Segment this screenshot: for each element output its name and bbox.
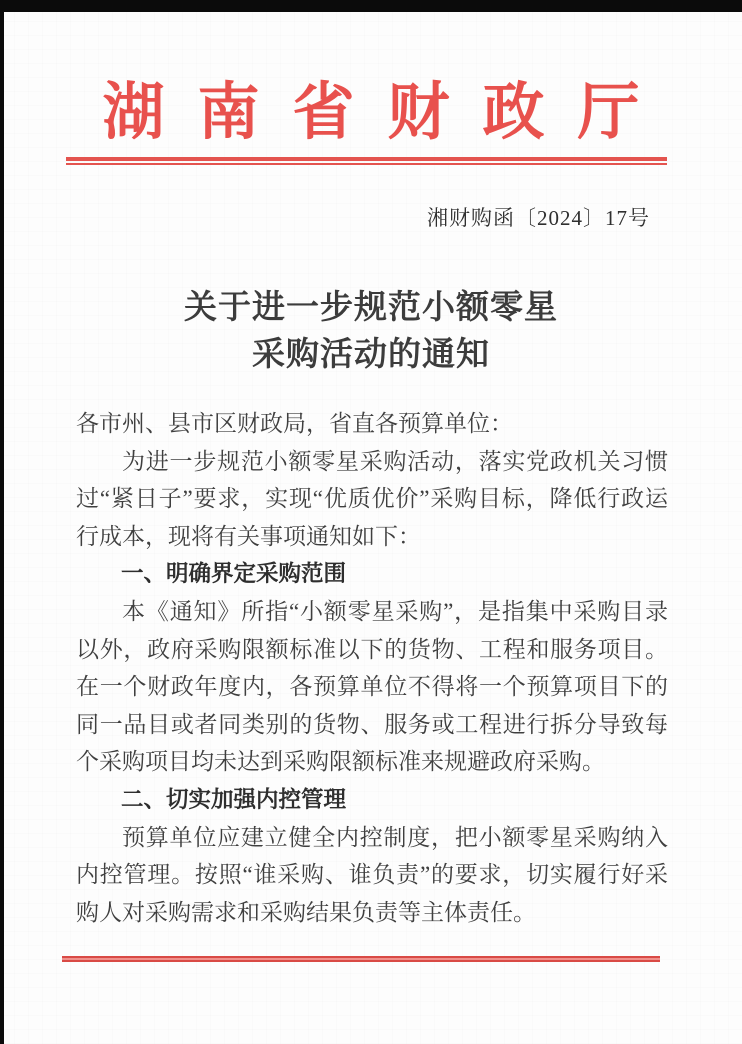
agency-name: 湖南省财政厅 (102, 79, 673, 147)
body-paragraph: 预算单位应建立健全内控制度，把小额零星采购纳入内控管理。按照“谁采购、谁负责”的要求，切实履行好采购人对采购需求和采购结果负责等主体责任。 (76, 824, 668, 925)
body-paragraph: 本《通知》所指“小额零星采购”，是指集中采购目录以外，政府采购限额标准以下的货物、工程和服务项目。在一个财政年度内，各预算单位不得将一个预算项目下的同一品目或者同类别的货物、服务或工程进行拆分导致每个采购项目均未达到采购限额标准来规避政府采购。 (76, 598, 668, 775)
section-heading-1: 一、明确界定采购范围 (121, 561, 347, 587)
document-body (76, 405, 668, 931)
doc-number: 湘财购函〔2024〕17号 (427, 206, 650, 230)
document-title-line2: 采购活动的通知 (252, 337, 490, 373)
body-paragraph: 为进一步规范小额零星采购活动，落实党政机关习惯过“紧日子”要求，实现“优质优价”采购目标，降低行政运行成本，现将有关事项通知如下： (76, 448, 668, 549)
salutation: 各市州、县市区财政局，省直各预算单位： (76, 411, 513, 436)
section-heading-2: 二、切实加强内控管理 (121, 786, 347, 812)
scan-border-top (0, 0, 742, 12)
document-title (0, 285, 742, 379)
scan-border-left (0, 0, 4, 1044)
document-title-line1: 关于进一步规范小额零星 (184, 290, 558, 326)
header-rule (66, 157, 667, 165)
footer-rule (62, 956, 660, 962)
